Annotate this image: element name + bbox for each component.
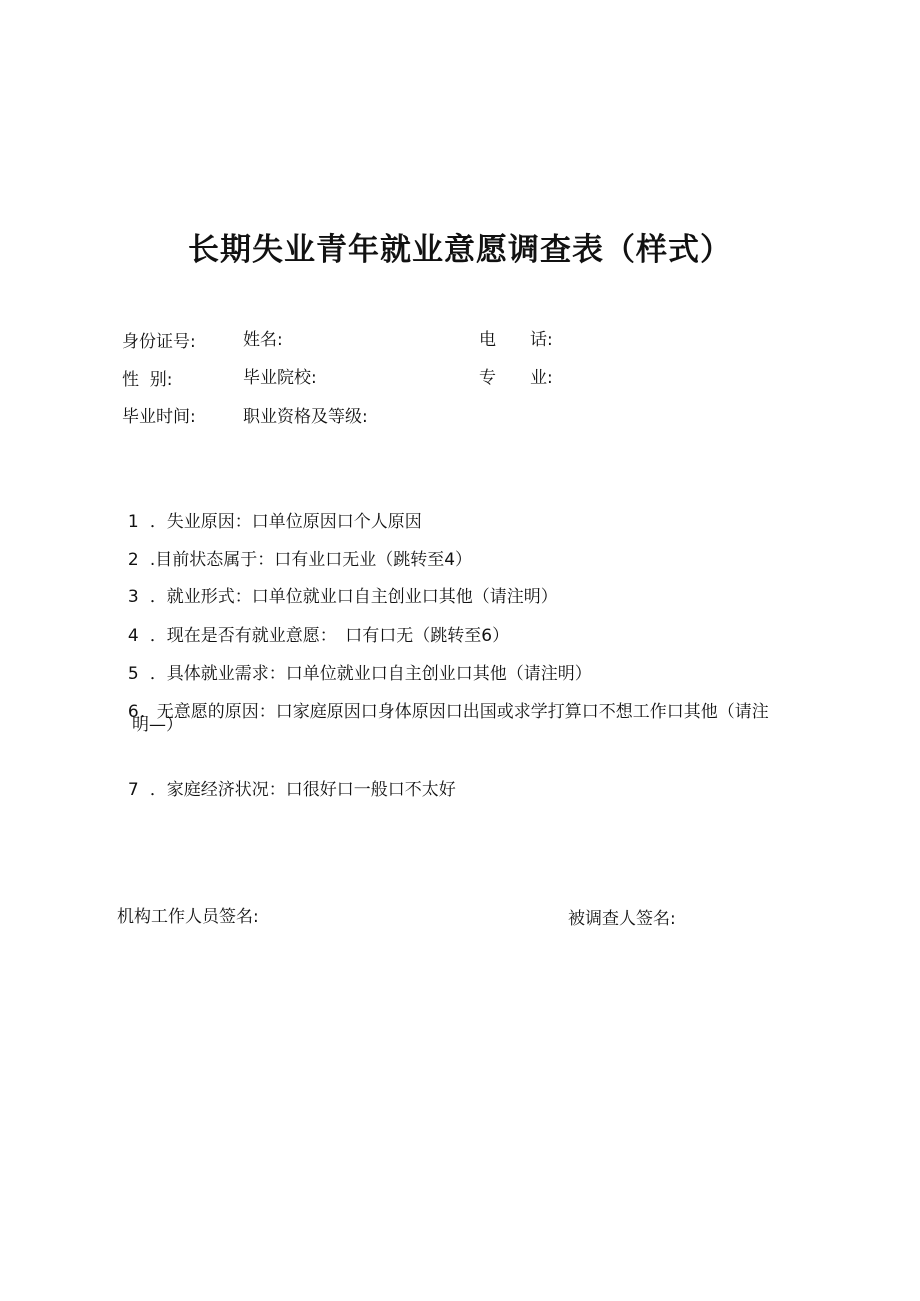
- question-number: 4: [127, 626, 139, 646]
- question-number: 1: [127, 512, 139, 532]
- question-number: 5: [127, 664, 139, 684]
- question-text: ．具体就业需求：口单位就业口自主创业口其他（请注明）: [149, 664, 592, 684]
- question-6: [117, 676, 769, 724]
- qualification-label: 职业资格及等级:: [243, 407, 368, 427]
- graduation-time-label: 毕业时间:: [122, 407, 196, 427]
- question-number: 3: [127, 587, 139, 607]
- question-text: ．家庭经济状况：口很好口一般口不太好: [149, 780, 456, 800]
- question-text: ．无意愿的原因：口家庭原因口身体原因口出国或求学打算口不想工作口其他（请注: [139, 702, 769, 722]
- gender-label: 性 别:: [122, 370, 173, 390]
- question-text: ．就业形式：口单位就业口自主创业口其他（请注明）: [149, 587, 558, 607]
- question-text: ．失业原因：口单位原因口个人原因: [149, 512, 422, 532]
- question-text: .目前状态属于：口有业口无业（跳转至4）: [149, 550, 473, 570]
- question-text: ．现在是否有就业意愿： 口有口无（跳转至6）: [149, 626, 510, 646]
- question-number: 7: [127, 780, 139, 800]
- name-label: 姓名:: [243, 330, 283, 350]
- phone-label: 电 话:: [479, 330, 553, 350]
- staff-signature-label: 机构工作人员签名:: [117, 907, 259, 927]
- question-number: 6: [127, 702, 139, 722]
- school-label: 毕业院校:: [243, 368, 317, 388]
- respondent-signature-label: 被调查人签名:: [568, 909, 676, 929]
- question-6-continuation: 明—）: [132, 715, 183, 735]
- question-number: 2: [127, 550, 139, 570]
- id-number-label: 身份证号:: [122, 332, 196, 352]
- question-7: [117, 754, 456, 802]
- page-title: 长期失业青年就业意愿调查表（样式）: [188, 232, 732, 268]
- major-label: 专 业:: [479, 368, 553, 388]
